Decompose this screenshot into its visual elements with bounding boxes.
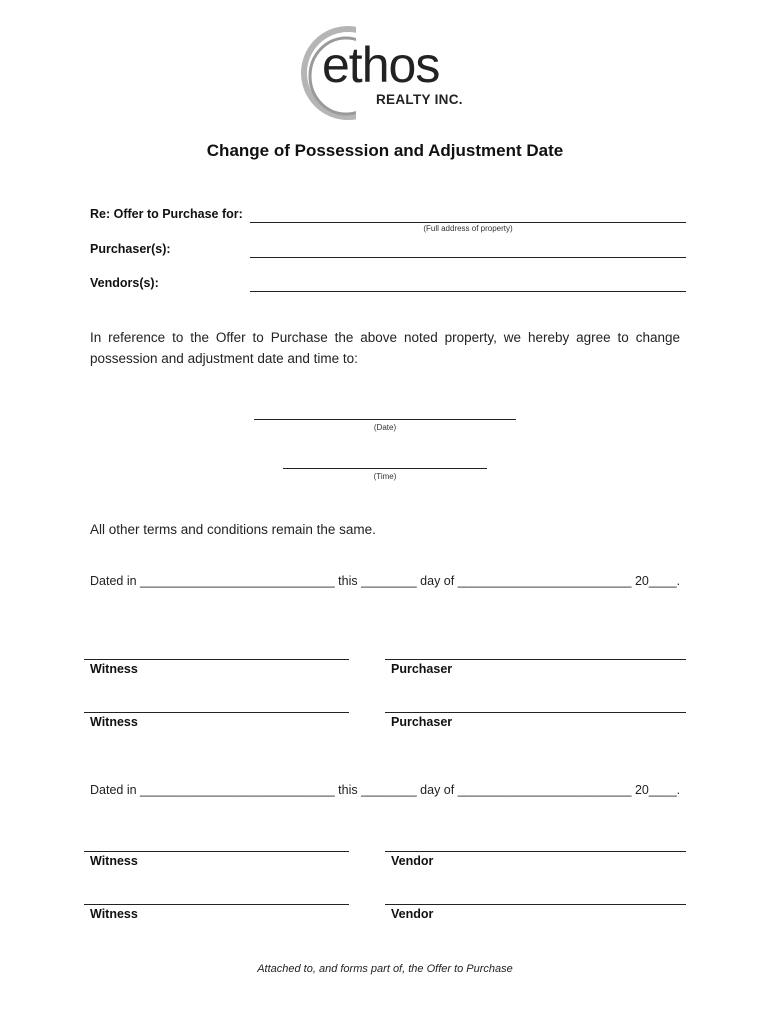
vendors-label: Vendors(s): [90, 276, 159, 290]
purchaser-signature-line[interactable] [385, 712, 686, 713]
terms-text: All other terms and conditions remain the same. [90, 522, 376, 537]
dated-line-vendors: Dated in ____________________________ this ________ day of _________________________ 20____. [90, 783, 681, 797]
witness-label: Witness [90, 854, 138, 868]
purchasers-label: Purchaser(s): [90, 242, 171, 256]
witness-label: Witness [90, 907, 138, 921]
logo-subtitle: REALTY INC. [376, 92, 463, 107]
vendor-label: Vendor [391, 854, 434, 868]
page-title: Change of Possession and Adjustment Date [206, 141, 564, 160]
offer-address-line[interactable] [250, 222, 686, 223]
purchaser-label: Purchaser [391, 662, 453, 676]
time-caption: (Time) [373, 472, 397, 481]
vendors-line[interactable] [250, 291, 686, 292]
witness-signature-line[interactable] [84, 851, 349, 852]
witness-signature-line[interactable] [84, 659, 349, 660]
purchaser-label: Purchaser [391, 715, 453, 729]
witness-signature-line[interactable] [84, 712, 349, 713]
vendor-signature-line[interactable] [385, 904, 686, 905]
reference-paragraph: In reference to the Offer to Purchase the above noted property, we hereby agree to change possession and adjustment date and time to: [90, 330, 680, 366]
logo-wordmark: ethos [322, 37, 440, 93]
dated-line-purchasers: Dated in ____________________________ this ________ day of _________________________ 20____. [90, 574, 681, 588]
witness-label: Witness [90, 662, 138, 676]
witness-label: Witness [90, 715, 138, 729]
company-logo [296, 26, 476, 121]
footer-note: Attached to, and forms part of, the Offer to Purchase [257, 963, 513, 975]
time-line[interactable] [283, 468, 487, 469]
offer-label: Re: Offer to Purchase for: [90, 207, 243, 221]
vendor-label: Vendor [391, 907, 434, 921]
date-line[interactable] [254, 419, 516, 420]
offer-address-caption: (Full address of property) [423, 224, 513, 233]
purchaser-signature-line[interactable] [385, 659, 686, 660]
vendor-signature-line[interactable] [385, 851, 686, 852]
purchasers-line[interactable] [250, 257, 686, 258]
date-caption: (Date) [373, 423, 397, 432]
witness-signature-line[interactable] [84, 904, 349, 905]
